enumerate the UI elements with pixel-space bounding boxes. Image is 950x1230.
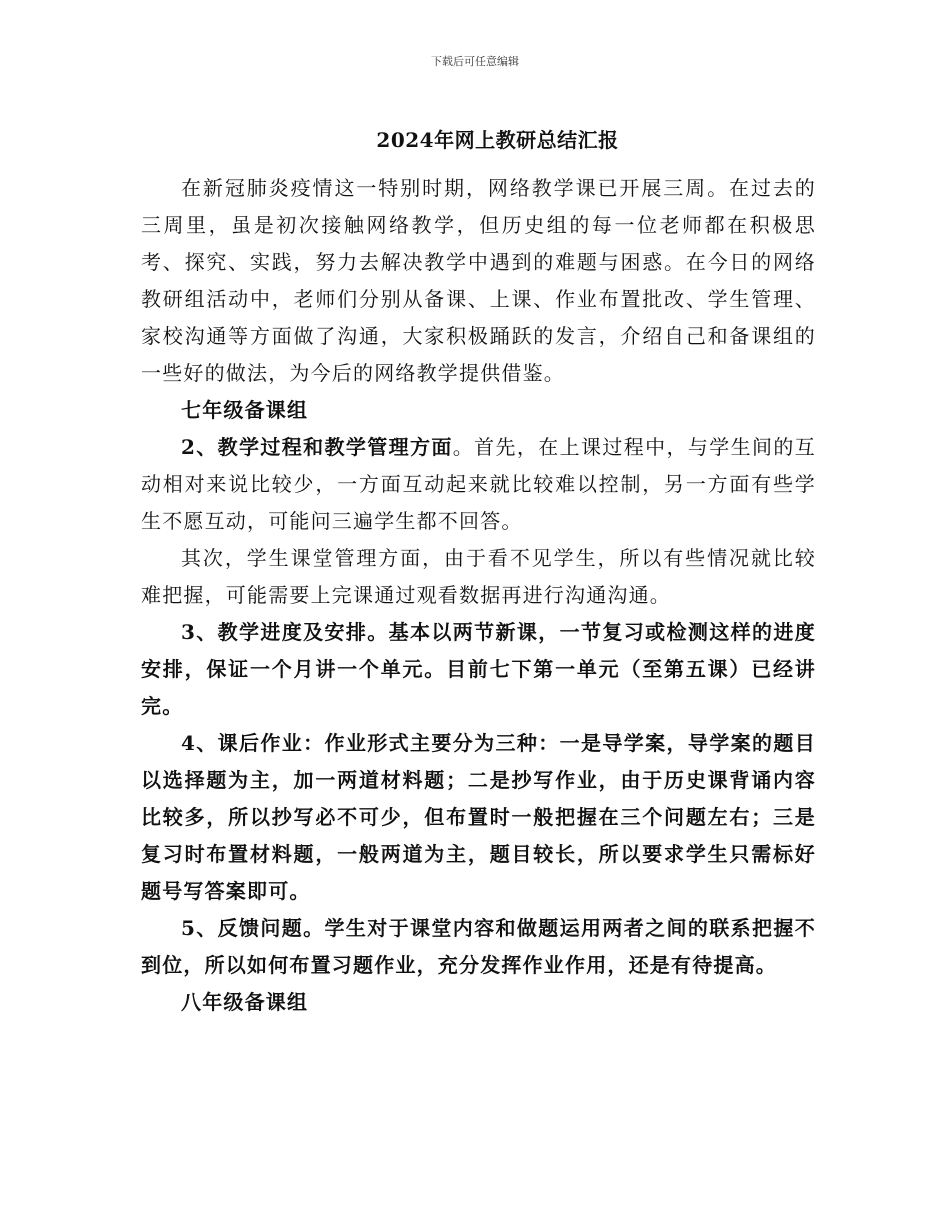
paragraph-teaching-process-rest: 。首先，在上课过程中，与学生间的互动相对来说比较少，一方面互动起来就比较难以控制，另一方面有些学生不愿互动，可能问三遍学生都不回答。 (141, 435, 816, 533)
document-body (141, 170, 816, 1021)
section-heading-grade8: 八年级备课组 (181, 990, 309, 1014)
paragraph-classroom-management: 其次，学生课堂管理方面，由于看不见学生，所以有些情况就比较难把握，可能需要上完课通过观看数据再进行沟通沟通。 (141, 546, 816, 607)
paragraph-teaching-process-lead: 2、教学过程和教学管理方面 (181, 435, 453, 459)
paragraph-feedback: 5、反馈问题。学生对于课堂内容和做题运用两者之间的联系把握不到位，所以如何布置习题作业，充分发挥作业作用，还是有待提高。 (141, 916, 816, 977)
paragraph-teaching-progress: 3、教学进度及安排。基本以两节新课，一节复习或检测这样的进度安排，保证一个月讲一个单元。目前七下第一单元（至第五课）已经讲完。 (141, 620, 816, 718)
header-note: 下载后可任意编辑 (431, 55, 519, 68)
section-heading-grade7: 七年级备课组 (181, 398, 309, 422)
paragraph-intro: 在新冠肺炎疫情这一特别时期，网络教学课已开展三周。在过去的三周里，虽是初次接触网络教学，但历史组的每一位老师都在积极思考、探究、实践，努力去解决教学中遇到的难题与困惑。在今日的网络教研组活动中，老师们分别从备课、上课、作业布置批改、学生管理、家校沟通等方面做了沟通，大家积极踊跃的发言，介绍自己和备课组的一些好的做法，为今后的网络教学提供借鉴。 (141, 176, 816, 385)
paragraph-teaching-process (141, 429, 816, 540)
document-title: 2024年网上教研总结汇报 (376, 128, 619, 152)
paragraph-homework: 4、课后作业：作业形式主要分为三种：一是导学案，导学案的题目以选择题为主，加一两道材料题；二是抄写作业，由于历史课背诵内容比较多，所以抄写必不可少，但布置时一般把握在三个问题左右；三是复习时布置材料题，一般两道为主，题目较长，所以要求学生只需标好题号写答案即可。 (141, 731, 816, 903)
